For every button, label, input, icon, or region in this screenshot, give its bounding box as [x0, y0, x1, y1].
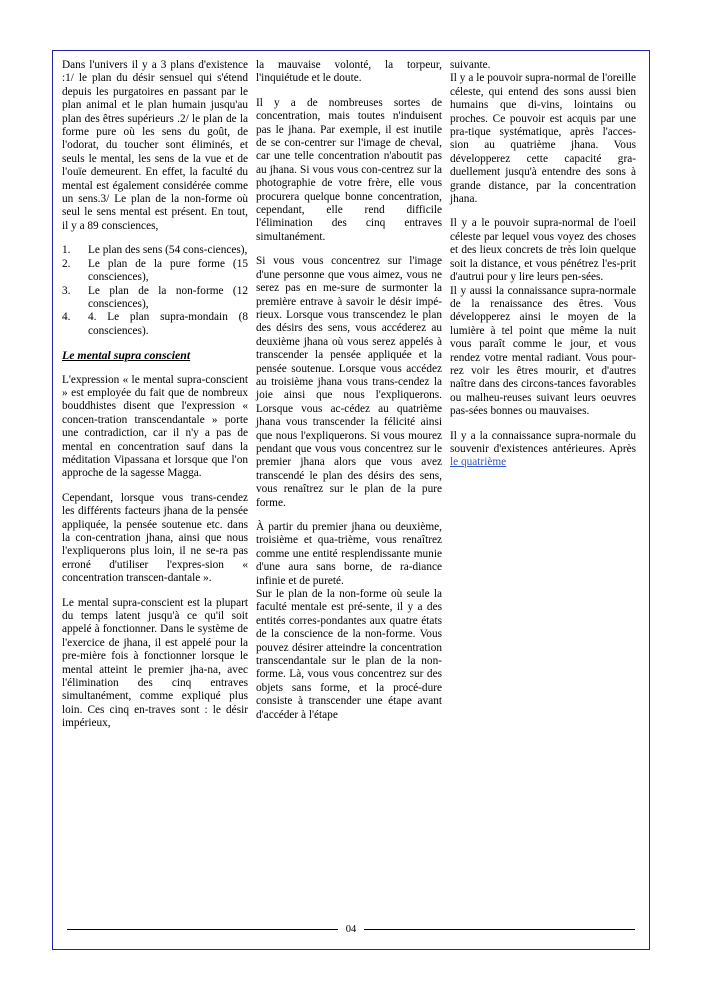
- paragraph-text: Il y a la connaissance supra-normale du souvenir d'existences antérieures. Après: [450, 429, 636, 455]
- paragraph: Cependant, lorsque vous trans-cendez les différents facteurs jhana de la pensée appliquée, la pensée soutenue etc. dans la con-centration jhana, ainsi que nous l'expliquerons plus loin, il ne se-ra pas erroné d'utiliser l'expres-sion « concentration transcen-dantale ».: [62, 491, 248, 585]
- paragraph: Sur le plan de la non-forme où seule la faculté mentale est pré-sente, il y a des entités corres-pondantes aux quatre états de la conscience de la non-forme. Vous pouvez désirer atteindre la concentration transcendantale sur le plan de la non-forme. Là, vous vous concentrez sur des objets sans forme, et la procé-dure consiste à transcender une étape avant d'accéder à l'étape: [256, 588, 442, 721]
- paragraph: suivante.: [450, 59, 491, 71]
- paragraph: Il y aussi la connaissance supra-normale de la renaissance des êtres. Vous développerez ainsi le moyen de la lumière à tel point que même la nuit vous paraît comme le jour, et vous rendez votre mental radiant. Vous pour-rez voir les êtres mourir, et d'autres naître dans des circons-tances favorables ou malheu-reuses suivant leurs oeuvres pas-sées bonnes ou mauvaises.: [450, 284, 636, 418]
- column-left: [62, 59, 248, 913]
- list-item: [62, 244, 248, 257]
- paragraph: Il y a de nombreuses sortes de concentration, mais toutes n'induisent pas le jhana. Par exemple, il est inutile de se con-centrer sur l'image de cheval, car une telle concentration n'aboutit pas au jhana. Si vous vous con-centrez sur la photographie de votre frère, elle vous procurera quelque bonne concentration, cependant, elle rend difficile l'élimination des cinq entraves simultanément.: [256, 96, 442, 243]
- paragraph: Il y a le pouvoir supra-normal de l'oreille céleste, qui entend des sons aussi bien humains que di-vins, lointains ou proches. Ce pouvoir est acquis par une pra-tique systématique, après l'acces-sion au quatrième jhana. Vous développerez cette capacité gra-duellement jusqu'à entendre des sons à grande distance, par la concentration jhana.: [450, 72, 636, 206]
- list-item-number: 1.: [62, 244, 71, 257]
- list-item: [62, 311, 248, 338]
- footer-rule-right: [364, 929, 635, 930]
- paragraph: Il y a le pouvoir supra-normal de l'oeil céleste par lequel vous voyez des choses et des lieux concrets de très loin quelque soit la distance, et vous pénétrez l'es-prit d'autrui pour y lire leurs pen-sées.: [450, 217, 636, 284]
- paragraph: la mauvaise volonté, la torpeur, l'inquiétude et le doute.: [256, 59, 442, 85]
- section-heading: Le mental supra conscient: [62, 348, 191, 363]
- paragraph-with-link: [450, 430, 636, 470]
- list-item-number: 4.: [62, 311, 71, 324]
- paragraph: À partir du premier jhana ou deuxième, troisième et qua-trième, vous renaîtrez comme une entité resplendissante munie d'une aura sans borne, de ra-diance infinie et de pureté.: [256, 521, 442, 587]
- footer-rule-left: [67, 929, 338, 930]
- list-item-label: Le plan des sens (54 cons-ciences),: [88, 244, 248, 257]
- list-item-number: 2.: [62, 257, 71, 270]
- document-page: [52, 50, 650, 950]
- list-item-number: 3.: [62, 284, 71, 297]
- list-item-label: Le plan de la pure forme (15 consciences),: [88, 257, 248, 284]
- page-number: 04: [345, 924, 357, 935]
- column-middle: [256, 59, 442, 913]
- paragraph: Dans l'univers il y a 3 plans d'existence :1/ le plan du désir sensuel qui s'étend depuis les purgatoires en passant par le plan animal et le plan humain jusqu'au plan des êtres supérieurs .2/ le plan de la forme pure où les sens du goût, de l'odorat, du toucher sont éliminés, et seuls le mental, les sens de la vue et de l'ouïe demeurent. En effet, la faculté du mental est également considérée comme un sens.3/ Le plan de la non-forme où seul le sens mental est présent. En tout, il y a 89 consciences,: [62, 59, 248, 232]
- paragraph: Le mental supra-conscient est la plupart du temps latent jusqu'à ce qu'il soit appelé à fonctionner. Dans le système de l'exercice de jhana, il est appelé pour la pre-mière fois à fonctionner lorsque le mental atteint le premier jha-na, avec l'élimination des cinq entraves simultanément, comme expliqué plus loin. Ces cinq en-traves sont : le désir impérieux,: [62, 596, 248, 730]
- list-item-label: 4. Le plan supra-mondain (8 consciences).: [88, 311, 248, 337]
- list-item: [62, 285, 248, 312]
- paragraph: L'expression « le mental supra-conscient » est employée du fait que de nombreux bouddhistes disent que l'expression « concen-tration transcendantale » porte une contradiction, car il n'y a pas de mental en concentration sauf dans la méditation Vipassana et lorsque que l'on approche de la sagesse Magga.: [62, 373, 248, 480]
- list-item: [62, 258, 248, 285]
- list-item-label: Le plan de la non-forme (12 consciences),: [88, 284, 248, 310]
- page-footer: [53, 924, 649, 935]
- paragraph: Si vous vous concentrez sur l'image d'une personne que vous aimez, vous ne serez pas en me-sure de surmonter la première entrave à savoir le désir impé-rieux. Lorsque vous transcendez le plan des désirs des sens, vous accéderez au deuxième jhana où vous serez appelés à transcender la pensée appliquée et la pensée soutenue. Lorsque vous accédez au troisième jhana vous trans-cendez la joie ainsi que nous l'expliquerons. Lorsque vous ac-cédez au quatrième jhana vous transcender la félicité ainsi que nous l'expliquerons. Si vous mourez pendant que vous vous concentrez sur le premier jhana alors que vous avez transcendé le plan des désirs des sens, vous renaîtrez sur le plan de la pure forme.: [256, 255, 442, 509]
- page-columns: [53, 51, 649, 913]
- plan-list: [62, 244, 248, 338]
- column-right: [450, 59, 636, 913]
- quatrieme-link[interactable]: le quatrième: [450, 456, 507, 469]
